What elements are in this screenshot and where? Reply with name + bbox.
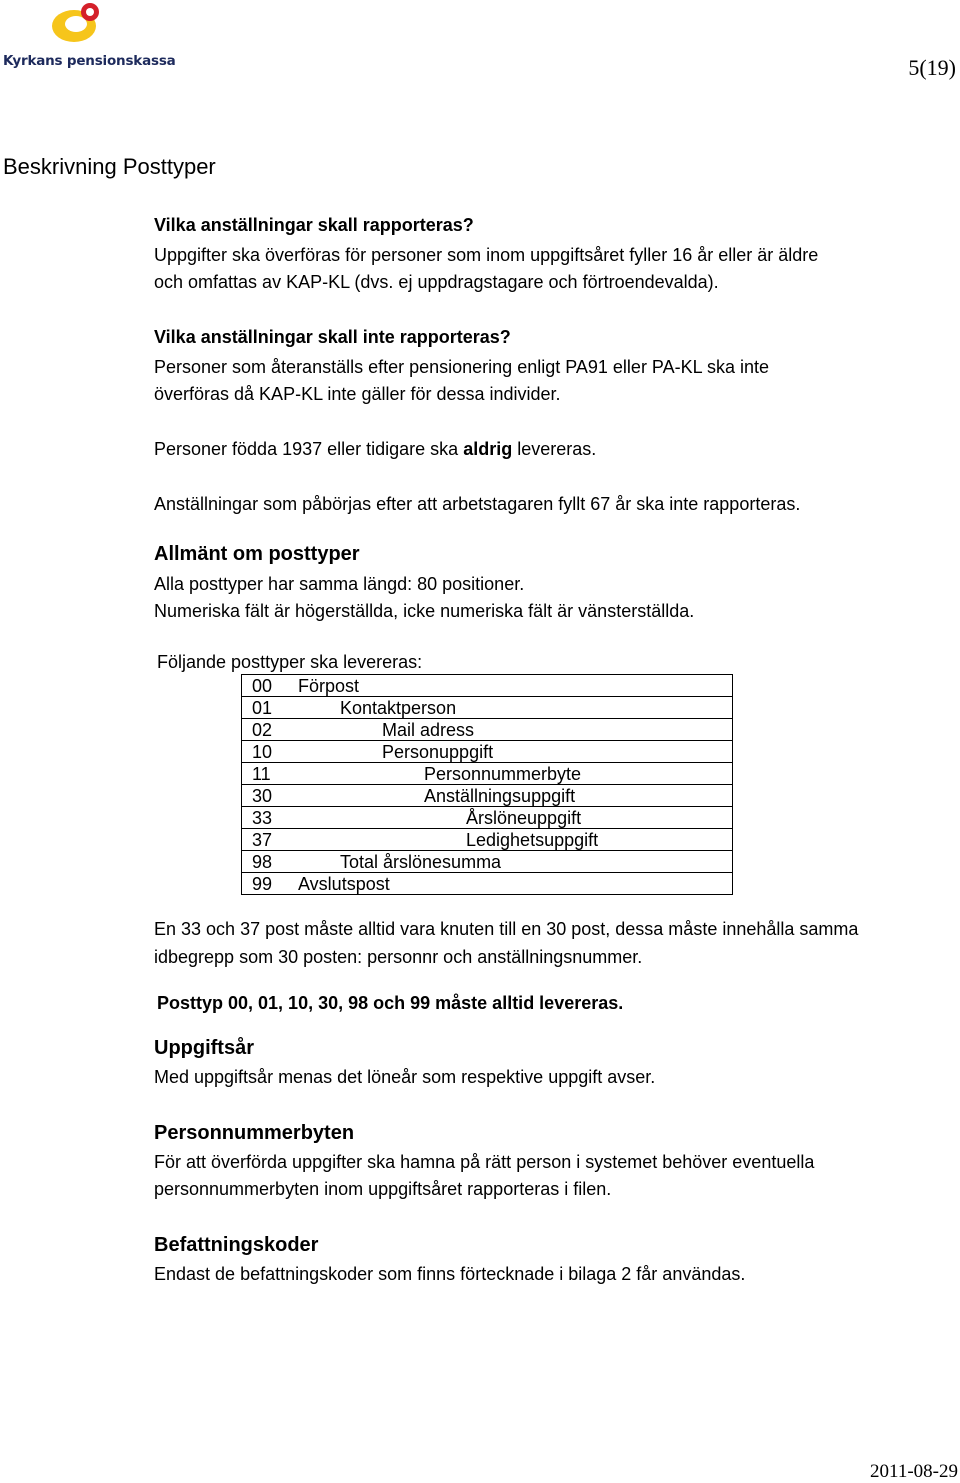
table-row [242, 851, 733, 873]
posttype-code: 10 [252, 741, 273, 762]
table-row [242, 807, 733, 829]
paragraph-line [154, 436, 596, 463]
posttype-code: 30 [252, 785, 273, 806]
paragraph-line: idbegrepp som 30 posten: personnr och anställningsnummer. [154, 947, 643, 967]
paragraph-line: Alla posttyper har samma längd: 80 positioner. [154, 574, 525, 594]
posttype-code: 98 [252, 851, 273, 872]
posttype-code: 11 [252, 763, 271, 784]
paragraph-line: Numeriska fält är högerställda, icke numeriska fält är vänsterställda. [154, 601, 695, 621]
posttype-table-body [242, 675, 733, 895]
table-row [242, 873, 733, 895]
posttype-code: 33 [252, 807, 273, 828]
table-row [242, 785, 733, 807]
mandatory-note: Posttyp 00, 01, 10, 30, 98 och 99 måste alltid levereras. [157, 993, 624, 1013]
paragraph-line: För att överförda uppgifter ska hamna på rätt person i systemet behöver eventuella [154, 1152, 815, 1172]
table-row [242, 697, 733, 719]
table-cell [242, 697, 733, 719]
posttype-code: 00 [252, 675, 273, 696]
posttype-code: 37 [252, 829, 273, 850]
paragraph-line: En 33 och 37 post måste alltid vara knuten till en 30 post, dessa måste innehålla samma [154, 919, 859, 939]
logo-mark-icon [52, 0, 104, 46]
table-row [242, 675, 733, 697]
table-cell [242, 785, 733, 807]
paragraph-line: personnummerbyten inom uppgiftsåret rapporteras i filen. [154, 1179, 612, 1199]
table-intro: Följande posttyper ska levereras: [157, 652, 423, 672]
posttype-name: Personnummerbyte [424, 763, 582, 784]
paragraph-line: och omfattas av KAP-KL (dvs. ej uppdragstagare och förtroendevalda). [154, 272, 719, 292]
posttype-name: Ledighetsuppgift [466, 829, 599, 850]
page-number: 5(19) [908, 55, 956, 80]
logo-text: Kyrkans pensionskassa [3, 53, 176, 69]
posttype-name: Kontaktperson [340, 697, 457, 718]
section-heading: Vilka anställningar skall inte rapporteras? [154, 327, 511, 347]
posttype-code: 01 [252, 697, 273, 718]
section-heading: Vilka anställningar skall rapporteras? [154, 215, 474, 235]
table-row [242, 741, 733, 763]
table-cell [242, 763, 733, 785]
section-heading: Personnummerbyten [154, 1122, 355, 1144]
paragraph-line: Uppgifter ska överföras för personer som inom uppgiftsåret fyller 16 år eller är äldre [154, 245, 819, 265]
table-row [242, 763, 733, 785]
text-span: levereras. [512, 439, 597, 459]
posttype-name: Personuppgift [382, 741, 494, 762]
posttype-table [241, 674, 733, 895]
paragraph-line: Med uppgiftsår menas det löneår som respektive uppgift avser. [154, 1067, 656, 1087]
table-row [242, 829, 733, 851]
paragraph-line: Endast de befattningskoder som finns förtecknade i bilaga 2 får användas. [154, 1264, 746, 1284]
table-cell [242, 719, 733, 741]
paragraph-line: Anställningar som påbörjas efter att arbetstagaren fyllt 67 år ska inte rapporteras. [154, 494, 801, 514]
posttype-name: Total årslönesumma [340, 851, 502, 872]
posttype-name: Avslutspost [298, 873, 390, 894]
footer-date: 2011-08-29 [870, 1461, 958, 1482]
text-span: Personer födda 1937 eller tidigare ska [154, 439, 464, 459]
paragraph-line: Personer som återanställs efter pensionering enligt PA91 eller PA-KL ska inte [154, 357, 769, 377]
posttype-code: 99 [252, 873, 273, 894]
logo [52, 0, 104, 46]
section-heading: Allmänt om posttyper [154, 543, 360, 565]
table-cell [242, 807, 733, 829]
posttype-name: Årslöneuppgift [466, 807, 582, 828]
posttype-name: Förpost [298, 675, 360, 696]
emphasis-text: aldrig [463, 439, 513, 459]
page-title: Beskrivning Posttyper [3, 154, 216, 179]
table-cell [242, 675, 733, 697]
paragraph-line: överföras då KAP-KL inte gäller för dessa individer. [154, 384, 561, 404]
posttype-name: Anställningsuppgift [424, 785, 576, 806]
table-row [242, 719, 733, 741]
table-cell [242, 741, 733, 763]
posttype-name: Mail adress [382, 719, 475, 740]
posttype-code: 02 [252, 719, 273, 740]
section-heading: Befattningskoder [154, 1234, 319, 1256]
table-cell [242, 829, 733, 851]
table-cell [242, 851, 733, 873]
section-heading: Uppgiftsår [154, 1037, 254, 1059]
table-cell [242, 873, 733, 895]
